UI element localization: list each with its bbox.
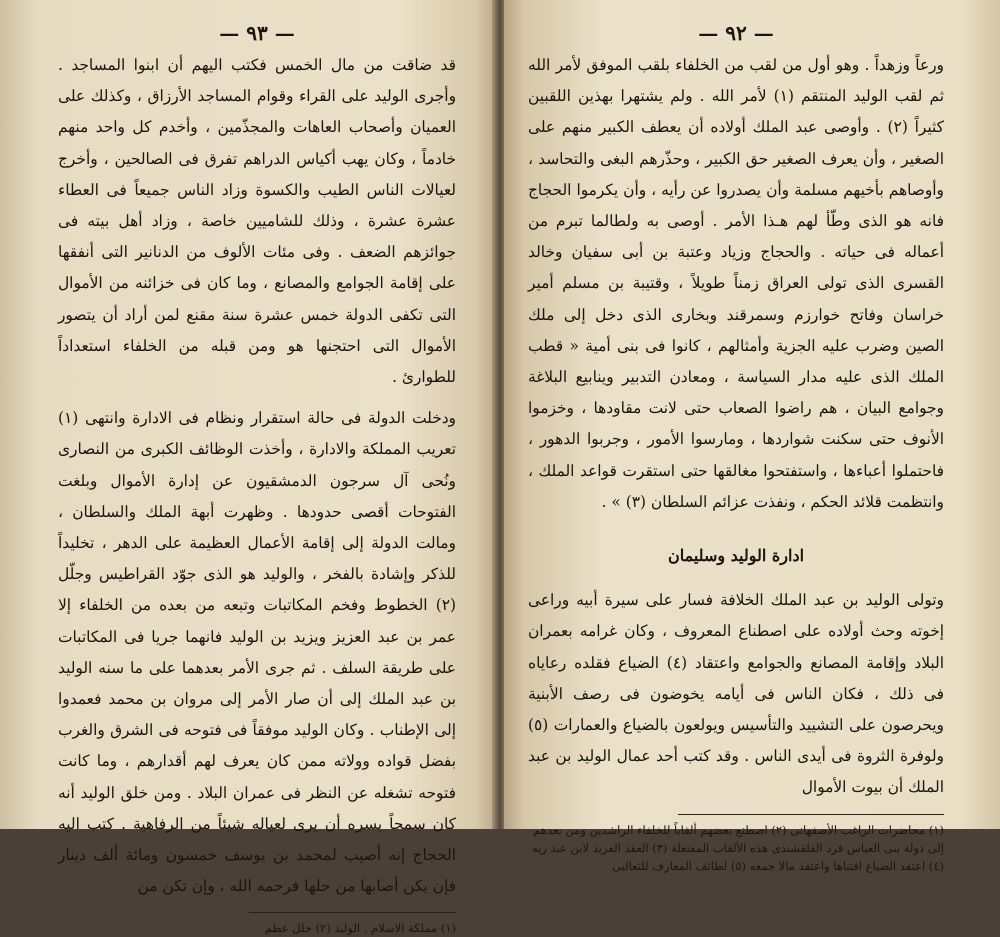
footnote: (١) محاضرات الراغب الأصفهانى (٢) اصطنع بعضهم ألقاباً للخلفاء الراشدين ومن بعدهم إلى دولة بنى العباس فرد القلقشندى هذه الألقاب المفتعلة (٣) العقد الفريد لابن عبد ربه (٤) اعتقد الضياع اقتناها واعتقد مالا جمعه (٥) لطائف المعارف للثعالبى: [531, 822, 944, 873]
footnote: (١) مملكة الاسلام . الوليد (٢) جلل عظم: [264, 921, 456, 936]
paragraph: ودخلت الدولة فى حالة استقرار ونظام فى الادارة وانتهى (١) تعريب المملكة والادارة ، وأخذت الوظائف الكبرى من النصارى ونُحى آل سرجون الدمشقيون عن إدارة الأموال وبلغت الفتوحات أقصى حدودها . وظهرت أبهة الملك والسلطان ، ومالت الدولة إلى إقامة الأعمال العظيمة على الدهر ، تخليداً للذكر وإشادة بالفخر ، والوليد هو الذى جوّد القراطيس وجلّل (٢) الخطوط وفخم المكاتبات وتبعه من بعده من الخلفاء إلا عمر بن عبد العزيز ويزيد بن الوليد فانهما جريا فى المكاتبات على طريقة السلف . ثم جرى الأمر بعدهما على ما سنه الوليد بن عبد الملك إلى أن صار الأمر إلى مروان بن محمد فعمدوا إلى الإطناب . وكان الوليد موفقاً فى فتوحه فى الشرق والغرب بفضل قواده وولاته ممن كان يعرف لهم أقدارهم ، وما كانت فتوحه تشغله عن النظر فى عمران البلاد . ومن خلق الوليد أنه كان سمحاً يسره أن يرى لعياله شيئاً من الرفاهية . كتب اليه الحجاج إنه أصيب لمحمد بن يوسف خمسون ومائة ألف دينار فإن يكن أصابها من حلها فرحمه الله ، وإن تكن من: [58, 409, 456, 896]
page-number: — ٩٣ —: [219, 21, 295, 45]
paragraph: قد ضاقت من مال الخمس فكتب اليهم أن ابنوا المساجد . وأجرى الوليد على القراء وقوام المساجد الأرزاق ، وكذلك على العميان وأصحاب العاهات والمجذّمين ، وأخدم كل واحد منهم خادماً ، وكان يهب أكياس الدراهم تفرق فى الصالحين ، وأخرج لعيالات الناس الطيب والكسوة وزاد الناس جميعاً فى العطاء عشرة عشرة ، وذلك للشاميين خاصة ، وزاد أهل بيته فى جوائزهم الضعف . وفى مئات الألوف من الدنانير التى أنفقها على إقامة الجوامع والمصانع ، وما كان فى خزائنه من الأموال التى تكفى الدولة خمس عشرة سنة مقنع لمن أراد أن يتصور الأموال التى احتجنها هو ومن قبله من الخلفاء استعداداً للطوارئ .: [58, 56, 456, 387]
paragraph: ورعاً وزهداً . وهو أول من لقب من الخلفاء بلقب الموفق لأمر الله ثم لقب الوليد المنتقم (١) لأمر الله . ولم يشتهرا بهذين اللقبين كثيراً (٢) . وأوصى عبد الملك أولاده أن يعطف الكبير منهم على الصغير ، وأن يعرف الصغير حق الكبير ، وحذّرهم البغى والتحاسد ، وأوصاهم بأخيهم مسلمة وأن يصدروا عن رأيه ، وأن يكرموا الحجاج فانه هو الذى وطّأ لهم هـذا الأمر . أوصى به ولطالما تبرم من أعماله فى حياته . والحجاج وزياد وعتبة بن أبى سفيان وخالد القسرى الذى تولى العراق زمناً طويلاً ، وقتيبة بن مسلم أمير خراسان وفاتح خوارزم وسمرقند وبخارى الذى دخل إلى ملك الصين وضرب عليه الجزية وأمثالهم ، كانوا فى بنى أمية « قطب الملك الذى عليه مدار السياسة ، ومعادن التدبير وينابيع البلاغة وجوامع البيان ، هم راضوا الصعاب حتى لانت مقاودها ، وخزموا الأنوف حتى سكنت شواردها ، ومارسوا الأمور ، وجربوا الدهور ، فاحتملوا أعباءها ، واستفتحوا مغالقها حتى استقرت قواعد الملك ، وانتظمت قلائد الحكم ، ونفذت عزائم السلطان (٣) » .: [528, 56, 945, 511]
page-92: [504, 0, 1000, 873]
page-93: [0, 0, 496, 936]
footnotes: [58, 919, 456, 937]
footnote-divider: [678, 814, 944, 815]
page-body: [58, 50, 456, 902]
page-number: — ٩٢ —: [698, 21, 774, 45]
page-body: [528, 50, 944, 804]
footnote-divider: [249, 912, 456, 913]
section-heading: ادارة الوليد وسليمان: [667, 546, 805, 566]
paragraph: وتولى الوليد بن عبد الملك الخلافة فسار على سيرة أبيه وراعى إخوته وحث أولاده على اصطناع المعروف ، وكان غرامه بعمران البلاد وإقامة المصانع والجوامع واعتقاد (٤) الضياع فقلده رعاياه فى ذلك ، فكان الناس فى أيامه يخوضون فى رصف الأبنية ويحرصون على التشييد والتأسيس ويولعون بالضياع والعمارات (٥) ولوفرة الثروة فى أيدى الناس . وقد كتب أحد عمال الوليد بن عبد الملك أن بيوت الأموال: [528, 591, 944, 797]
